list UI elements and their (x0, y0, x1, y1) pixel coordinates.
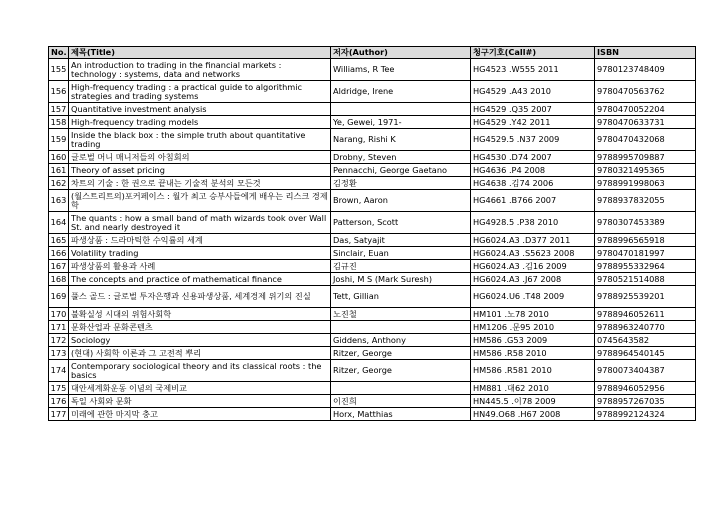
table-row (49, 347, 696, 360)
row-no: 174 (49, 360, 69, 382)
table-row (49, 308, 696, 321)
row-title: High-frequency trading : a practical guide to algorithmic strategies and trading systems (69, 81, 331, 103)
table-row (49, 177, 696, 190)
row-call-number: HG4928.5 .P38 2010 (471, 212, 595, 234)
row-call-number: HM586 .G53 2009 (471, 334, 595, 347)
table-row (49, 151, 696, 164)
row-title: 파생상품의 활용과 사례 (69, 260, 331, 273)
row-title: The quants : how a small band of math wizards took over Wall St. and nearly destroyed it (69, 212, 331, 234)
row-call-number: HG6024.U6 .T48 2009 (471, 286, 595, 308)
row-isbn: 9780470432068 (595, 129, 696, 151)
row-author: Sinclair, Euan (331, 247, 471, 260)
row-title: Quantitative investment analysis (69, 103, 331, 116)
table-row (49, 286, 696, 308)
row-isbn: 9780073404387 (595, 360, 696, 382)
row-call-number: HG4638 .김74 2006 (471, 177, 595, 190)
row-isbn: 9788937832055 (595, 190, 696, 212)
row-call-number: HM586 .R581 2010 (471, 360, 595, 382)
row-no: 167 (49, 260, 69, 273)
row-author: Aldridge, Irene (331, 81, 471, 103)
row-isbn: 9788955332964 (595, 260, 696, 273)
row-title: 대안세계화운동 이념의 국제비교 (69, 382, 331, 395)
row-title: 차트의 기술 : 한 권으로 끝내는 기술적 분석의 모든것 (69, 177, 331, 190)
row-no: 156 (49, 81, 69, 103)
row-call-number: HG6024.A3 .J67 2008 (471, 273, 595, 286)
row-title: Contemporary sociological theory and its classical roots : the basics (69, 360, 331, 382)
row-isbn: 9788925539201 (595, 286, 696, 308)
row-title: Sociology (69, 334, 331, 347)
row-call-number: HG4523 .W555 2011 (471, 59, 595, 81)
row-isbn: 9788996565918 (595, 234, 696, 247)
row-no: 172 (49, 334, 69, 347)
table-row (49, 164, 696, 177)
book-list-sheet (48, 46, 695, 421)
table-row (49, 116, 696, 129)
row-no: 158 (49, 116, 69, 129)
row-title: Inside the black box : the simple truth about quantitative trading (69, 129, 331, 151)
row-call-number: HG4529.5 .N37 2009 (471, 129, 595, 151)
row-no: 161 (49, 164, 69, 177)
row-call-number: HG4636 .P4 2008 (471, 164, 595, 177)
row-no: 163 (49, 190, 69, 212)
row-no: 162 (49, 177, 69, 190)
row-call-number: HM1206 .문95 2010 (471, 321, 595, 334)
row-title: The concepts and practice of mathematical finance (69, 273, 331, 286)
row-no: 166 (49, 247, 69, 260)
row-no: 165 (49, 234, 69, 247)
row-no: 159 (49, 129, 69, 151)
header-isbn: ISBN (595, 47, 696, 59)
row-title: High-frequency trading models (69, 116, 331, 129)
table-row (49, 395, 696, 408)
row-author: Narang, Rishi K (331, 129, 471, 151)
row-no: 175 (49, 382, 69, 395)
row-author: Drobny, Steven (331, 151, 471, 164)
table-row (49, 234, 696, 247)
row-author: Horx, Matthias (331, 408, 471, 421)
table-row (49, 59, 696, 81)
row-author: Tett, Gillian (331, 286, 471, 308)
row-call-number: HN49.O68 .H67 2008 (471, 408, 595, 421)
row-call-number: HM586 .R58 2010 (471, 347, 595, 360)
table-row (49, 260, 696, 273)
row-author: Das, Satyajit (331, 234, 471, 247)
row-author: Ritzer, George (331, 360, 471, 382)
row-call-number: HG6024.A3 .S5623 2008 (471, 247, 595, 260)
table-row (49, 81, 696, 103)
row-author: Brown, Aaron (331, 190, 471, 212)
row-title: 독일 사회와 문화 (69, 395, 331, 408)
row-author: Giddens, Anthony (331, 334, 471, 347)
header-title: 제목(Title) (69, 47, 331, 59)
row-title: (현대) 사회학 이론과 그 고전적 뿌리 (69, 347, 331, 360)
row-call-number: HG6024.A3 .D377 2011 (471, 234, 595, 247)
row-title: Theory of asset pricing (69, 164, 331, 177)
header-call-number: 청구기호(Call#) (471, 47, 595, 59)
row-call-number: HG4661 .B766 2007 (471, 190, 595, 212)
table-row (49, 321, 696, 334)
row-no: 170 (49, 308, 69, 321)
row-no: 157 (49, 103, 69, 116)
row-author: 노진철 (331, 308, 471, 321)
row-title: An introduction to trading in the financial markets : technology : systems, data and networks (69, 59, 331, 81)
row-title: 풀스 골드 : 글로벌 투자은행과 신용파생상품, 세계경제 위기의 진실 (69, 286, 331, 308)
row-call-number: HG4529 .Q35 2007 (471, 103, 595, 116)
table-row (49, 190, 696, 212)
row-call-number: HG4529 .Y42 2011 (471, 116, 595, 129)
row-title: 문화산업과 문화콘텐츠 (69, 321, 331, 334)
row-isbn: 9780307453389 (595, 212, 696, 234)
row-no: 169 (49, 286, 69, 308)
row-author: 김정환 (331, 177, 471, 190)
row-author: 이진희 (331, 395, 471, 408)
row-title: 글로벌 머니 매니저들의 아침회의 (69, 151, 331, 164)
row-author: Patterson, Scott (331, 212, 471, 234)
row-author: Ye, Gewei, 1971- (331, 116, 471, 129)
row-no: 171 (49, 321, 69, 334)
book-list-table (48, 46, 696, 421)
table-row (49, 212, 696, 234)
row-isbn: 9788992124324 (595, 408, 696, 421)
row-isbn: 9780470052204 (595, 103, 696, 116)
row-title: 불확실성 시대의 위험사회학 (69, 308, 331, 321)
table-row (49, 360, 696, 382)
header-author: 저자(Author) (331, 47, 471, 59)
row-no: 164 (49, 212, 69, 234)
row-author (331, 382, 471, 395)
row-isbn: 9780123748409 (595, 59, 696, 81)
row-isbn: 9788995709887 (595, 151, 696, 164)
row-call-number: HG4530 .D74 2007 (471, 151, 595, 164)
table-row (49, 382, 696, 395)
row-title: (월스트리트의)포커페이스 : 월가 최고 승부사들에게 배우는 리스크 경제학 (69, 190, 331, 212)
row-no: 177 (49, 408, 69, 421)
row-author (331, 321, 471, 334)
row-no: 168 (49, 273, 69, 286)
row-title: 파생상품 : 드라마틱한 수익률의 세계 (69, 234, 331, 247)
row-no: 160 (49, 151, 69, 164)
table-row (49, 103, 696, 116)
row-call-number: HM101 .노78 2010 (471, 308, 595, 321)
row-isbn: 9788963240770 (595, 321, 696, 334)
row-call-number: HG6024.A3 .김16 2009 (471, 260, 595, 273)
row-isbn: 9788957267035 (595, 395, 696, 408)
row-no: 173 (49, 347, 69, 360)
row-author: Ritzer, George (331, 347, 471, 360)
row-author (331, 103, 471, 116)
header-no: No. (49, 47, 69, 59)
row-author: 김규진 (331, 260, 471, 273)
row-author: Williams, R Tee (331, 59, 471, 81)
row-isbn: 9780521514088 (595, 273, 696, 286)
table-row (49, 129, 696, 151)
row-isbn: 9788991998063 (595, 177, 696, 190)
table-row (49, 408, 696, 421)
table-row (49, 247, 696, 260)
header-row (49, 47, 696, 59)
row-title: Volatility trading (69, 247, 331, 260)
row-isbn: 9788946052611 (595, 308, 696, 321)
row-isbn: 9780470633731 (595, 116, 696, 129)
table-row (49, 334, 696, 347)
row-call-number: HG4529 .A43 2010 (471, 81, 595, 103)
table-row (49, 273, 696, 286)
row-isbn: 9788946052956 (595, 382, 696, 395)
row-title: 미래에 관한 마지막 충고 (69, 408, 331, 421)
row-call-number: HN445.5 .이78 2009 (471, 395, 595, 408)
row-isbn: 9788964540145 (595, 347, 696, 360)
row-call-number: HM881 .대62 2010 (471, 382, 595, 395)
row-isbn: 0745643582 (595, 334, 696, 347)
row-isbn: 9780321495365 (595, 164, 696, 177)
row-no: 155 (49, 59, 69, 81)
row-isbn: 9780470181997 (595, 247, 696, 260)
row-no: 176 (49, 395, 69, 408)
row-author: Joshi, M S (Mark Suresh) (331, 273, 471, 286)
row-isbn: 9780470563762 (595, 81, 696, 103)
row-author: Pennacchi, George Gaetano (331, 164, 471, 177)
book-list-body (49, 59, 696, 421)
